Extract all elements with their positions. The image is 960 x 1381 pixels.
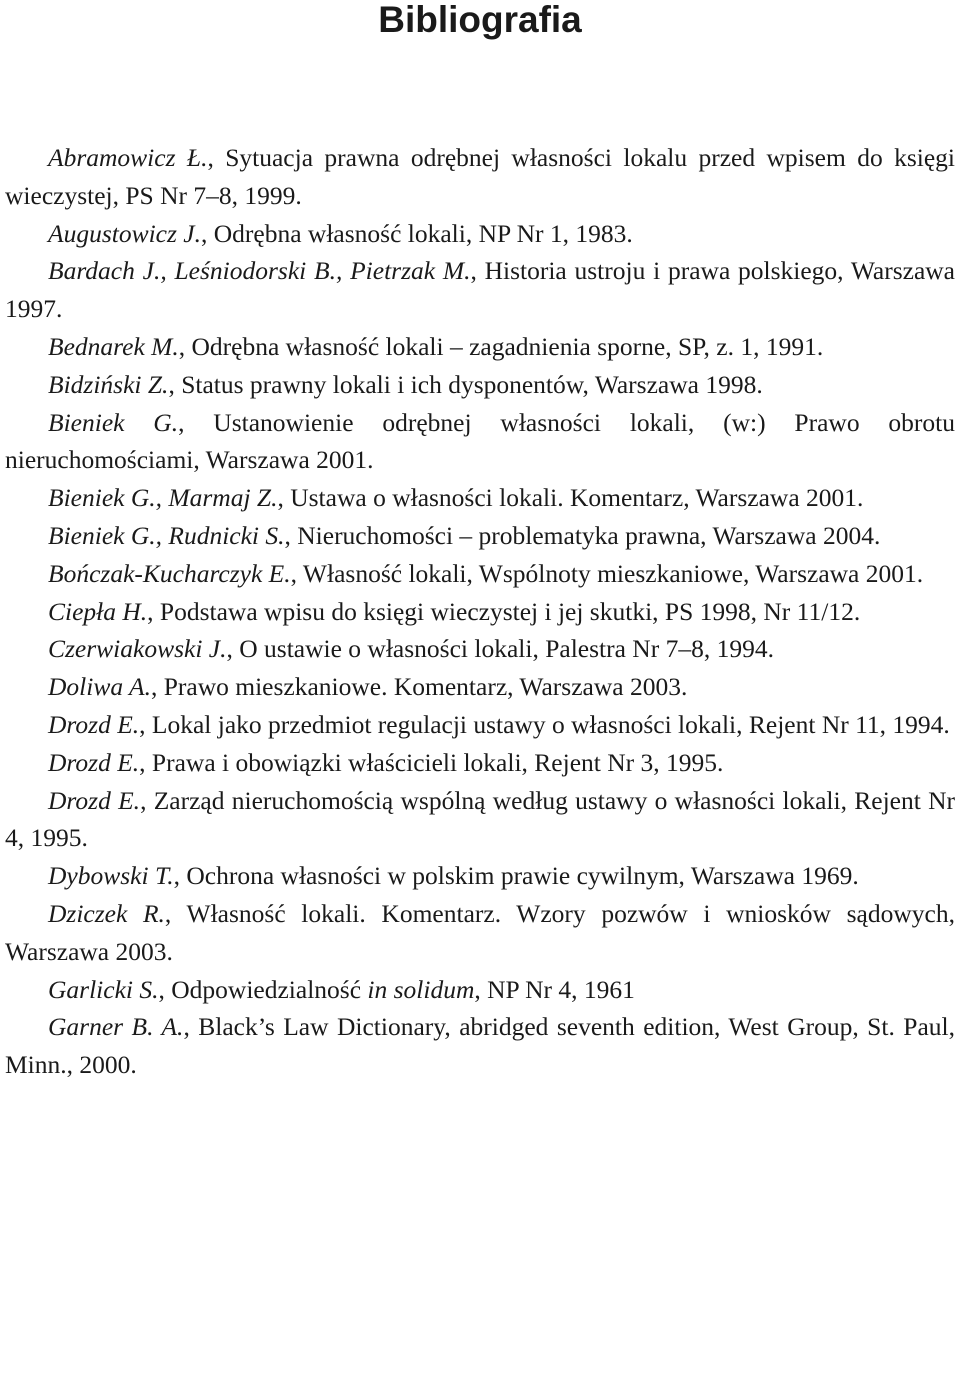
entry-text: , Własność lokali. Komentarz. Wzory pozwów i wniosków sądowych, Warszawa 2003. bbox=[5, 898, 955, 966]
entry-text: , Odpowiedzialność bbox=[158, 974, 368, 1004]
entry-text: , Historia ustroju i prawa polskiego, Warszawa 1997. bbox=[5, 256, 955, 324]
entry-text: , Zarząd nieruchomością wspólną według ustawy o własności lokali, Rejent Nr 4, 1995. bbox=[5, 785, 955, 853]
bibliography-entry bbox=[5, 139, 955, 215]
entry-text: , Prawa i obowiązki właścicieli lokali, Rejent Nr 3, 1995. bbox=[139, 747, 724, 777]
entry-text: , Sytuacja prawna odrębnej własności lokalu przed wpisem do księgi wieczystej, PS Nr 7–8, 1999. bbox=[5, 143, 956, 210]
bibliography-entry bbox=[5, 895, 955, 971]
entry-text: , Ustanowienie odrębnej własności lokali, (w:) Prawo obrotu nieruchomościami, Warszawa 2001. bbox=[5, 407, 955, 475]
entry-italic-phrase: in solidum bbox=[367, 974, 475, 1004]
entry-text: , Lokal jako przedmiot regulacji ustawy o własności lokali, Rejent Nr 11, 1994. bbox=[139, 709, 950, 739]
entry-author: Garner B. A. bbox=[48, 1012, 184, 1042]
bibliography-entry bbox=[5, 782, 955, 858]
entry-text-continued: , NP Nr 4, 1961 bbox=[474, 974, 635, 1004]
entry-text: , Ustawa o własności lokali. Komentarz, Warszawa 2001. bbox=[277, 483, 864, 513]
entry-author: Bidziński Z. bbox=[48, 369, 169, 399]
bibliography-entry bbox=[5, 517, 955, 555]
bibliography-entry bbox=[5, 857, 955, 895]
entry-text: , Ochrona własności w polskim prawie cywilnym, Warszawa 1969. bbox=[173, 861, 859, 891]
bibliography-entry bbox=[5, 328, 955, 366]
entry-author: Bieniek G. bbox=[48, 407, 179, 437]
entry-author: Dybowski T. bbox=[48, 861, 174, 891]
bibliography-entry bbox=[5, 744, 955, 782]
entry-text: , Nieruchomości – problematyka prawna, Warszawa 2004. bbox=[284, 520, 881, 550]
entry-author: Augustowicz J. bbox=[48, 218, 201, 248]
entry-author: Drozd E. bbox=[48, 747, 140, 777]
bibliography-entry bbox=[5, 555, 955, 593]
entry-author: Bednarek M. bbox=[48, 331, 179, 361]
page-title: Bibliografia bbox=[378, 0, 582, 40]
entry-author: Bieniek G., Marmaj Z. bbox=[48, 483, 278, 513]
entry-author: Bieniek G., Rudnicki S. bbox=[48, 520, 285, 550]
bibliography-list bbox=[5, 139, 955, 1084]
bibliography-entry bbox=[5, 404, 955, 480]
entry-author: Drozd E. bbox=[48, 785, 141, 815]
entry-author: Bardach J., Leśniodorski B., Pietrzak M. bbox=[48, 256, 471, 286]
entry-text: , Odrębna własność lokali – zagadnienia sporne, SP, z. 1, 1991. bbox=[178, 331, 824, 361]
entry-author: Abramowicz Ł. bbox=[48, 143, 208, 172]
entry-author: Drozd E. bbox=[48, 709, 140, 739]
entry-author: Bończak-Kucharczyk E. bbox=[48, 558, 291, 588]
bibliography-entry bbox=[5, 630, 955, 668]
entry-text: , Własność lokali, Wspólnoty mieszkaniowe, Warszawa 2001. bbox=[290, 558, 924, 588]
bibliography-entry bbox=[5, 971, 955, 1009]
entry-author: Ciepła H. bbox=[48, 596, 148, 626]
entry-author: Czerwiakowski J. bbox=[48, 634, 227, 664]
entry-author: Dziczek R. bbox=[48, 898, 165, 928]
entry-text: , Status prawny lokali i ich dysponentów, Warszawa 1998. bbox=[168, 369, 763, 399]
document-page bbox=[5, 0, 956, 1080]
entry-text: , Podstawa wpisu do księgi wieczystej i jej skutki, PS 1998, Nr 11/12. bbox=[147, 596, 861, 626]
entry-text: , O ustawie o własności lokali, Palestra Nr 7–8, 1994. bbox=[226, 634, 774, 664]
bibliography-entry bbox=[5, 1008, 955, 1084]
bibliography-entry bbox=[5, 366, 955, 404]
bibliography-entry bbox=[5, 252, 955, 328]
bibliography-entry bbox=[5, 479, 955, 517]
bibliography-entry bbox=[5, 668, 955, 706]
entry-author: Garlicki S. bbox=[48, 974, 159, 1004]
bibliography-entry bbox=[5, 706, 955, 744]
entry-text: , Odrębna własność lokali, NP Nr 1, 1983. bbox=[201, 218, 633, 248]
entry-author: Doliwa A. bbox=[48, 672, 151, 702]
entry-text: , Prawo mieszkaniowe. Komentarz, Warszawa 2003. bbox=[150, 672, 688, 702]
bibliography-entry bbox=[5, 215, 955, 253]
bibliography-entry bbox=[5, 593, 955, 631]
entry-text: , Black’s Law Dictionary, abridged seventh edition, West Group, St. Paul, Minn., 2000. bbox=[5, 1012, 955, 1080]
